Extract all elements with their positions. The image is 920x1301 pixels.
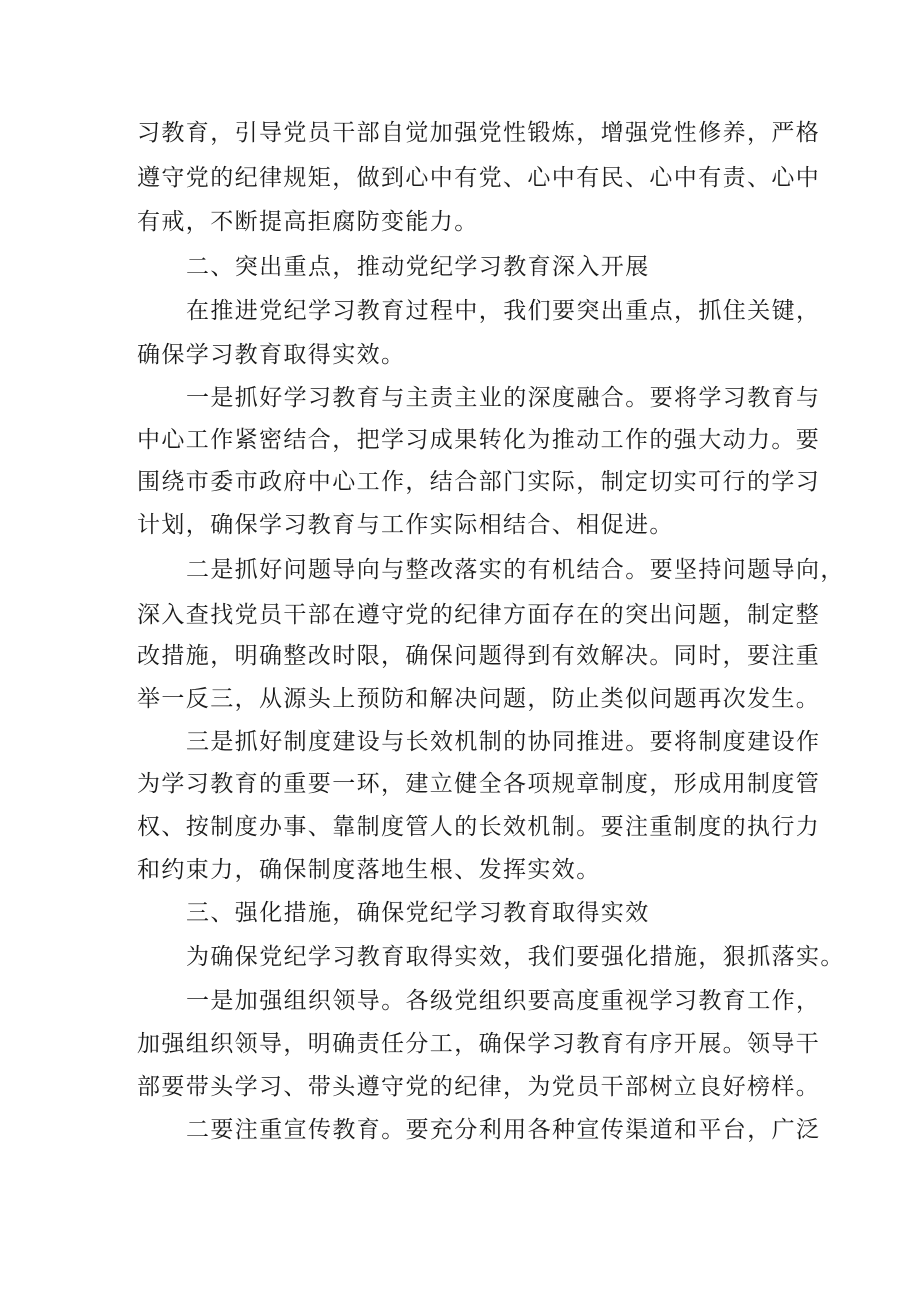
text-line: 中心工作紧密结合，把学习成果转化为推动工作的强大动力。要 [137,427,821,453]
text-line: 在推进党纪学习教育过程中，我们要突出重点，抓住关键， [186,298,821,324]
text-line: 深入查找党员干部在遵守党的纪律方面存在的突出问题，制定整 [137,602,821,628]
section-heading: 二、突出重点，推动党纪学习教育深入开展 [186,254,650,280]
text-line: 遵守党的纪律规矩，做到心中有党、心中有民、心中有责、心中 [137,165,821,191]
text-line: 二是抓好问题导向与整改落实的有机结合。要坚持问题导向， [186,557,845,583]
text-line: 加强组织领导，明确责任分工，确保学习教育有序开展。领导干 [137,1031,821,1057]
section-heading: 三、强化措施，确保党纪学习教育取得实效 [186,900,650,926]
text-line: 一是加强组织领导。各级党组织要高度重视学习教育工作， [186,988,821,1014]
text-line: 改措施，明确整改时限，确保问题得到有效解决。同时，要注重 [137,643,821,669]
text-line: 为确保党纪学习教育取得实效，我们要强化措施，狠抓落实。 [186,944,845,970]
text-line: 二要注重宣传教育。要充分利用各种宣传渠道和平台，广泛 [186,1117,821,1143]
text-line: 一是抓好学习教育与主责主业的深度融合。要将学习教育与 [186,385,821,411]
text-line: 举一反三，从源头上预防和解决问题，防止类似问题再次发生。 [137,686,821,712]
text-line: 部要带头学习、带头遵守党的纪律，为党员干部树立良好榜样。 [137,1074,821,1100]
text-line: 三是抓好制度建设与长效机制的协同推进。要将制度建设作 [186,729,821,755]
text-line: 和约束力，确保制度落地生根、发挥实效。 [137,857,601,883]
text-line: 习教育，引导党员干部自觉加强党性锻炼，增强党性修养，严格 [137,120,821,146]
text-line: 有戒，不断提高拒腐防变能力。 [137,209,479,235]
text-line: 为学习教育的重要一环，建立健全各项规章制度，形成用制度管 [137,771,821,797]
text-line: 计划，确保学习教育与工作实际相结合、相促进。 [137,512,674,538]
text-line: 确保学习教育取得实效。 [137,342,406,368]
text-line: 权、按制度办事、靠制度管人的长效机制。要注重制度的执行力 [137,814,821,840]
text-line: 围绕市委市政府中心工作，结合部门实际，制定切实可行的学习 [137,469,821,495]
